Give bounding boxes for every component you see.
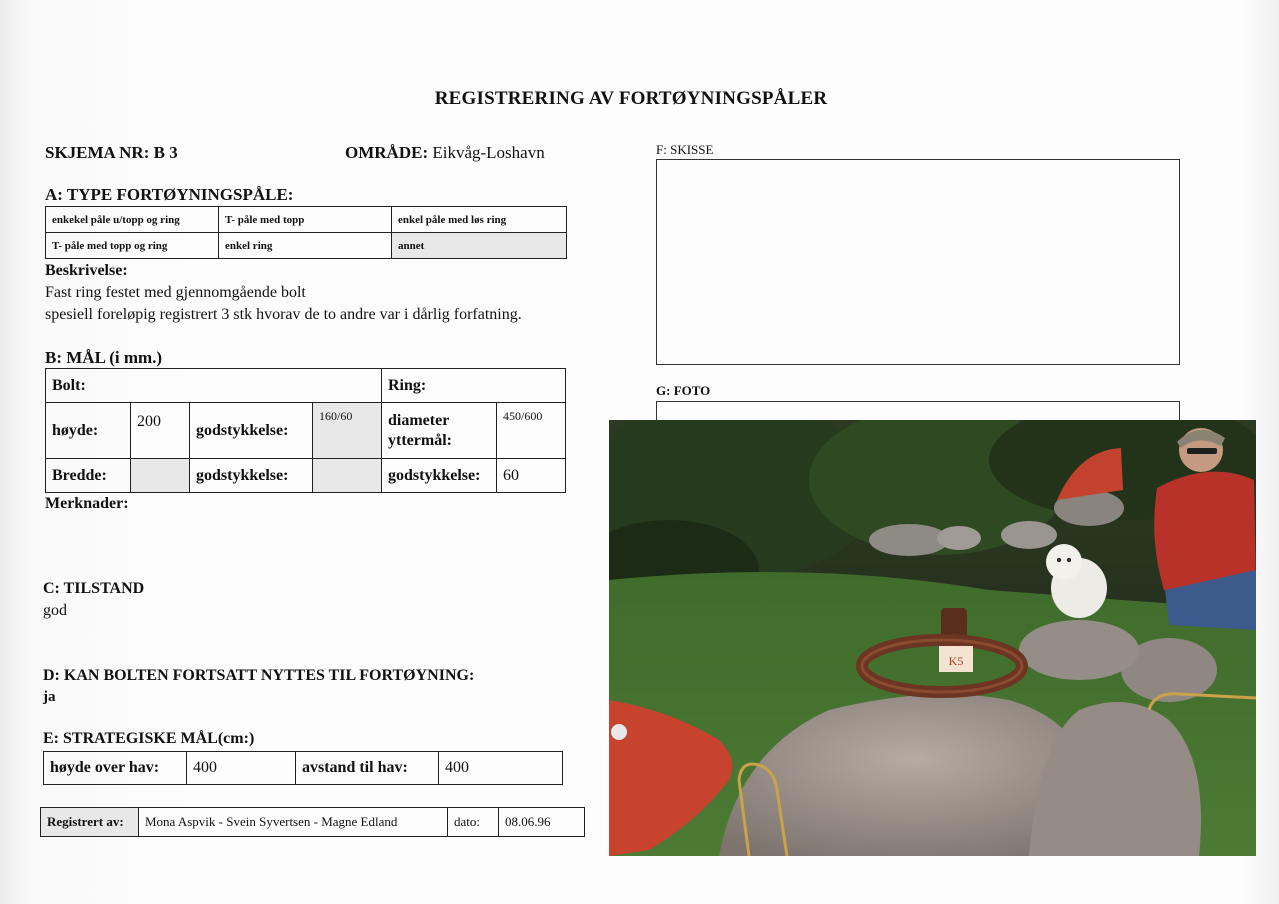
bolt-label: Bolt: xyxy=(46,369,382,403)
remarks-label: Merknader: xyxy=(45,495,129,512)
sea-distance-label: avstand til hav: xyxy=(296,752,439,785)
photo-tag-label: K5 xyxy=(948,654,964,668)
sea-height-value: 400 xyxy=(187,752,296,785)
width-label: Bredde: xyxy=(46,459,131,493)
pile-type-option: enkel påle med løs ring xyxy=(392,207,567,233)
area-field xyxy=(345,143,545,163)
date-value: 08.06.96 xyxy=(499,808,585,837)
strategic-measures-table xyxy=(43,751,563,785)
pile-type-option: annet xyxy=(392,233,567,259)
mooring-ring-photo xyxy=(609,420,1256,856)
description-line-1: Fast ring festet med gjennomgående bolt xyxy=(45,284,306,301)
section-e-heading: E: STRATEGISKE MÅL(cm:) xyxy=(43,730,255,747)
form-title: REGISTRERING AV FORTØYNINGSPÅLER xyxy=(434,88,828,109)
area-label: OMRÅDE: xyxy=(345,143,429,162)
date-label: dato: xyxy=(448,808,499,837)
section-d-heading: D: KAN BOLTEN FORTSATT NYTTES TIL FORTØYNING: xyxy=(43,667,475,684)
pile-type-option: enkekel påle u/topp og ring xyxy=(46,207,219,233)
thickness-label: godstykkelse: xyxy=(190,403,313,459)
ring-thickness-value: 60 xyxy=(497,459,566,493)
registration-table xyxy=(40,807,585,837)
ring-thickness-label: godstykkelse: xyxy=(382,459,497,493)
pile-type-table xyxy=(45,206,567,259)
usable-value: ja xyxy=(43,689,56,705)
photo-box xyxy=(656,401,1180,422)
sea-height-label: høyde over hav: xyxy=(44,752,187,785)
table-row xyxy=(41,808,585,837)
description-line-2: spesiell foreløpig registrert 3 stk hvorav de to andre var i dårlig forfatning. xyxy=(45,306,522,323)
area-value: Eikvåg-Loshavn xyxy=(432,143,545,162)
thickness2-label: godstykkelse: xyxy=(190,459,313,493)
thickness-value: 160/60 xyxy=(313,403,382,459)
height-value: 200 xyxy=(131,403,190,459)
diameter-value: 450/600 xyxy=(497,403,566,459)
photo-illustration xyxy=(609,420,1256,856)
pile-type-option: T- påle med topp xyxy=(219,207,392,233)
table-row xyxy=(46,207,567,233)
pile-type-option: T- påle med topp og ring xyxy=(46,233,219,259)
photo-label: G: FOTO xyxy=(656,383,711,398)
measurements-table xyxy=(45,368,566,493)
pile-type-option: enkel ring xyxy=(219,233,392,259)
height-label: høyde: xyxy=(46,403,131,459)
section-a-heading: A: TYPE FORTØYNINGSPÅLE: xyxy=(45,185,294,204)
table-row xyxy=(46,369,566,403)
thickness2-value xyxy=(313,459,382,493)
sketch-label: F: SKISSE xyxy=(656,142,714,157)
section-b-heading: B: MÅL (i mm.) xyxy=(45,348,163,367)
table-row xyxy=(46,459,566,493)
schema-number: SKJEMA NR: B 3 xyxy=(45,143,178,162)
width-value xyxy=(131,459,190,493)
registered-by-label: Registrert av: xyxy=(41,808,139,837)
diameter-label: diameter yttermål: xyxy=(382,403,497,459)
description-label: Beskrivelse: xyxy=(45,262,128,279)
table-row xyxy=(46,233,567,259)
table-row xyxy=(46,403,566,459)
condition-value: god xyxy=(43,602,67,619)
section-c-heading: C: TILSTAND xyxy=(43,580,145,597)
sketch-box xyxy=(656,159,1180,365)
registered-by-names: Mona Aspvik - Svein Syvertsen - Magne Edland xyxy=(139,808,448,837)
sea-distance-value: 400 xyxy=(439,752,563,785)
table-row xyxy=(44,752,563,785)
ring-label: Ring: xyxy=(382,369,566,403)
